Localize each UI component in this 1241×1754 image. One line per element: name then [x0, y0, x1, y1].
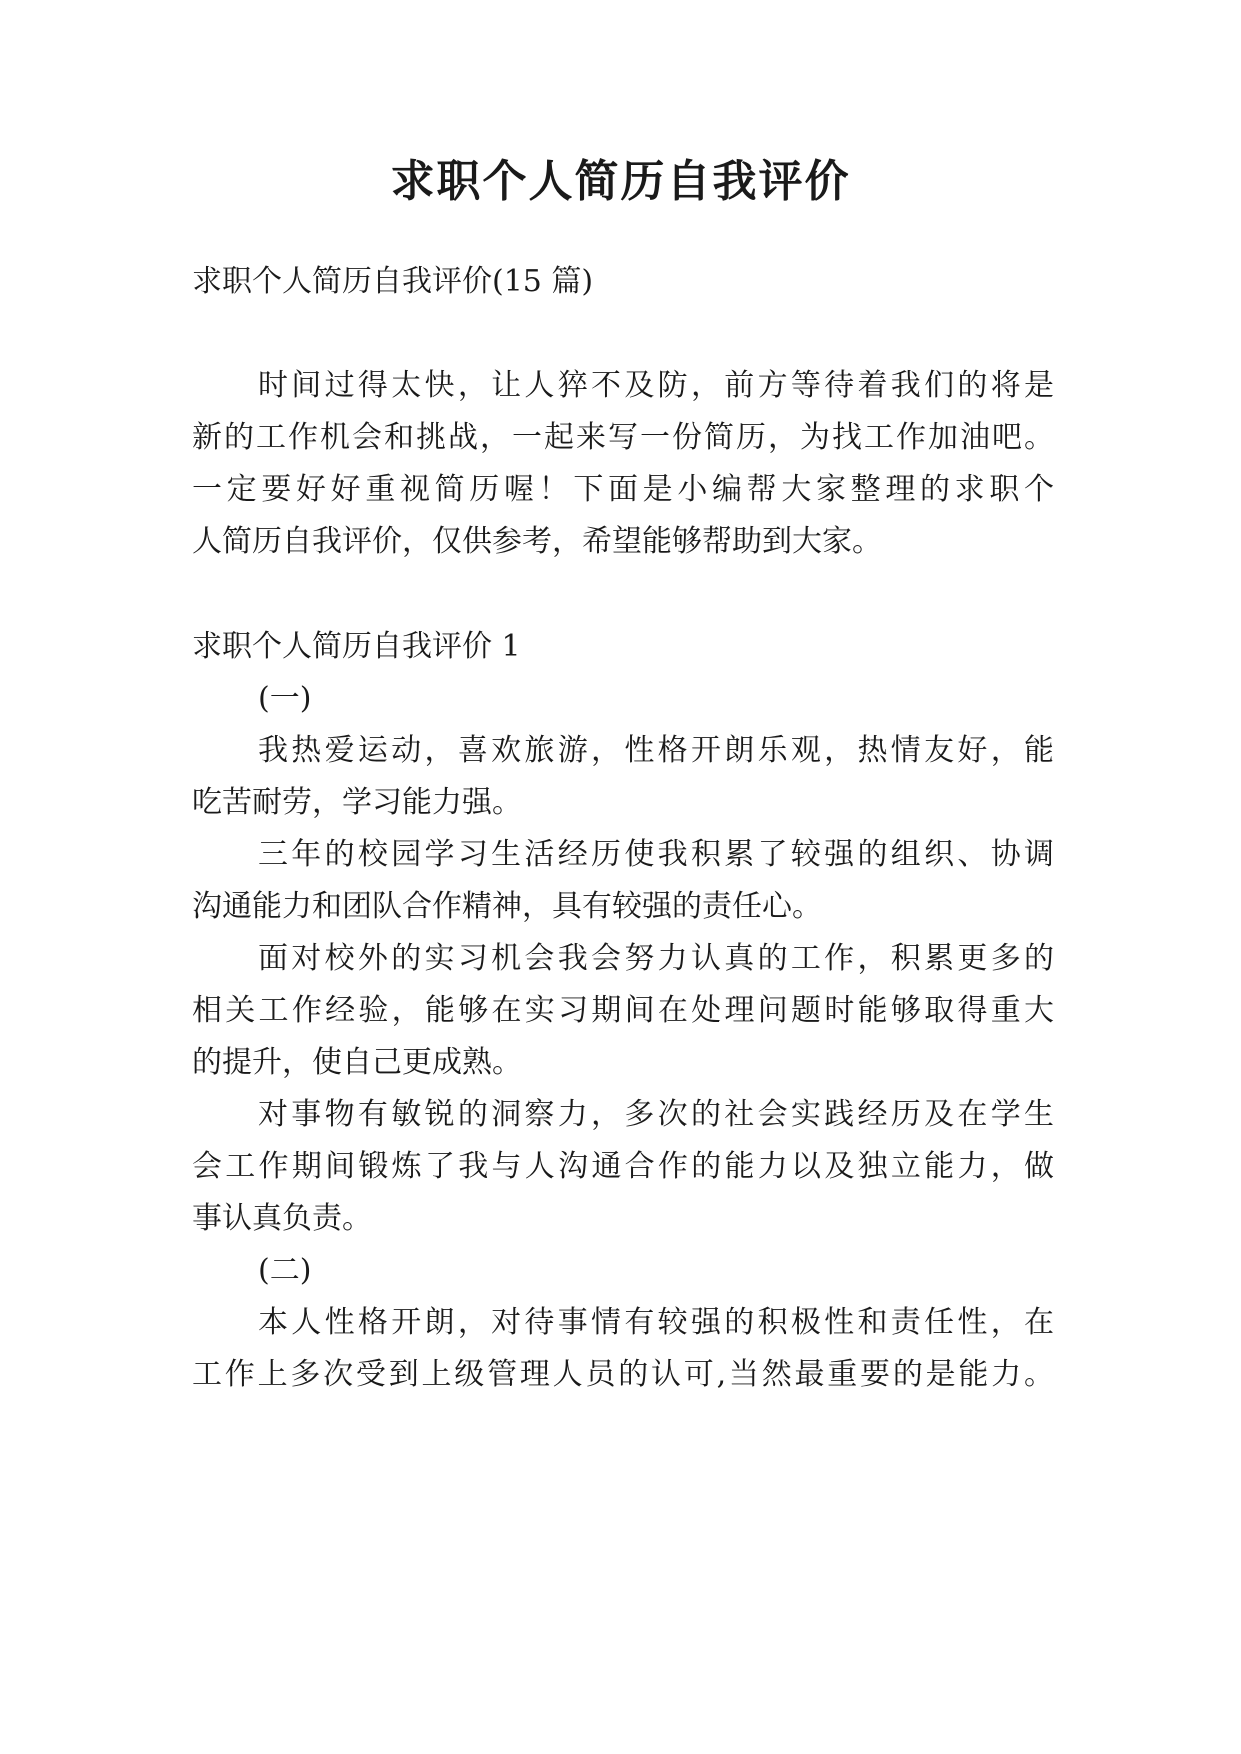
section-heading-1: 求职个人简历自我评价 1 [192, 629, 521, 664]
para3-line-1: 面对校外的实习机会我会努力认真的工作，积累更多的 [258, 941, 1054, 976]
para2-line-2: 沟通能力和团队合作精神，具有较强的责任心。 [192, 889, 822, 924]
part-marker-1: (一) [258, 681, 312, 716]
para4-line-1: 对事物有敏锐的洞察力，多次的社会实践经历及在学生 [258, 1097, 1054, 1132]
intro-line-4: 人简历自我评价，仅供参考，希望能够帮助到大家。 [192, 524, 882, 559]
para3-line-2: 相关工作经验，能够在实习期间在处理问题时能够取得重大 [192, 993, 1054, 1028]
para4-line-2: 会工作期间锻炼了我与人沟通合作的能力以及独立能力，做 [192, 1149, 1054, 1184]
document-subtitle: 求职个人简历自我评价(15 篇) [192, 264, 594, 299]
para5-line-2: 工作上多次受到上级管理人员的认可,当然最重要的是能力。 [192, 1357, 1054, 1392]
para2-line-1: 三年的校园学习生活经历使我积累了较强的组织、协调 [258, 837, 1054, 872]
para3-line-3: 的提升，使自己更成熟。 [192, 1045, 522, 1080]
intro-line-3: 一定要好好重视简历喔！下面是小编帮大家整理的求职个 [192, 472, 1054, 507]
intro-line-1: 时间过得太快，让人猝不及防，前方等待着我们的将是 [258, 368, 1054, 403]
intro-line-2: 新的工作机会和挑战，一起来写一份简历，为找工作加油吧。 [192, 420, 1054, 455]
document-title: 求职个人简历自我评价 [390, 156, 851, 207]
para1-line-1: 我热爱运动，喜欢旅游，性格开朗乐观，热情友好，能 [258, 733, 1054, 768]
para5-line-1: 本人性格开朗，对待事情有较强的积极性和责任性，在 [258, 1305, 1054, 1340]
para1-line-2: 吃苦耐劳，学习能力强。 [192, 785, 522, 820]
part-marker-2: (二) [258, 1253, 312, 1288]
para4-line-3: 事认真负责。 [192, 1201, 372, 1236]
